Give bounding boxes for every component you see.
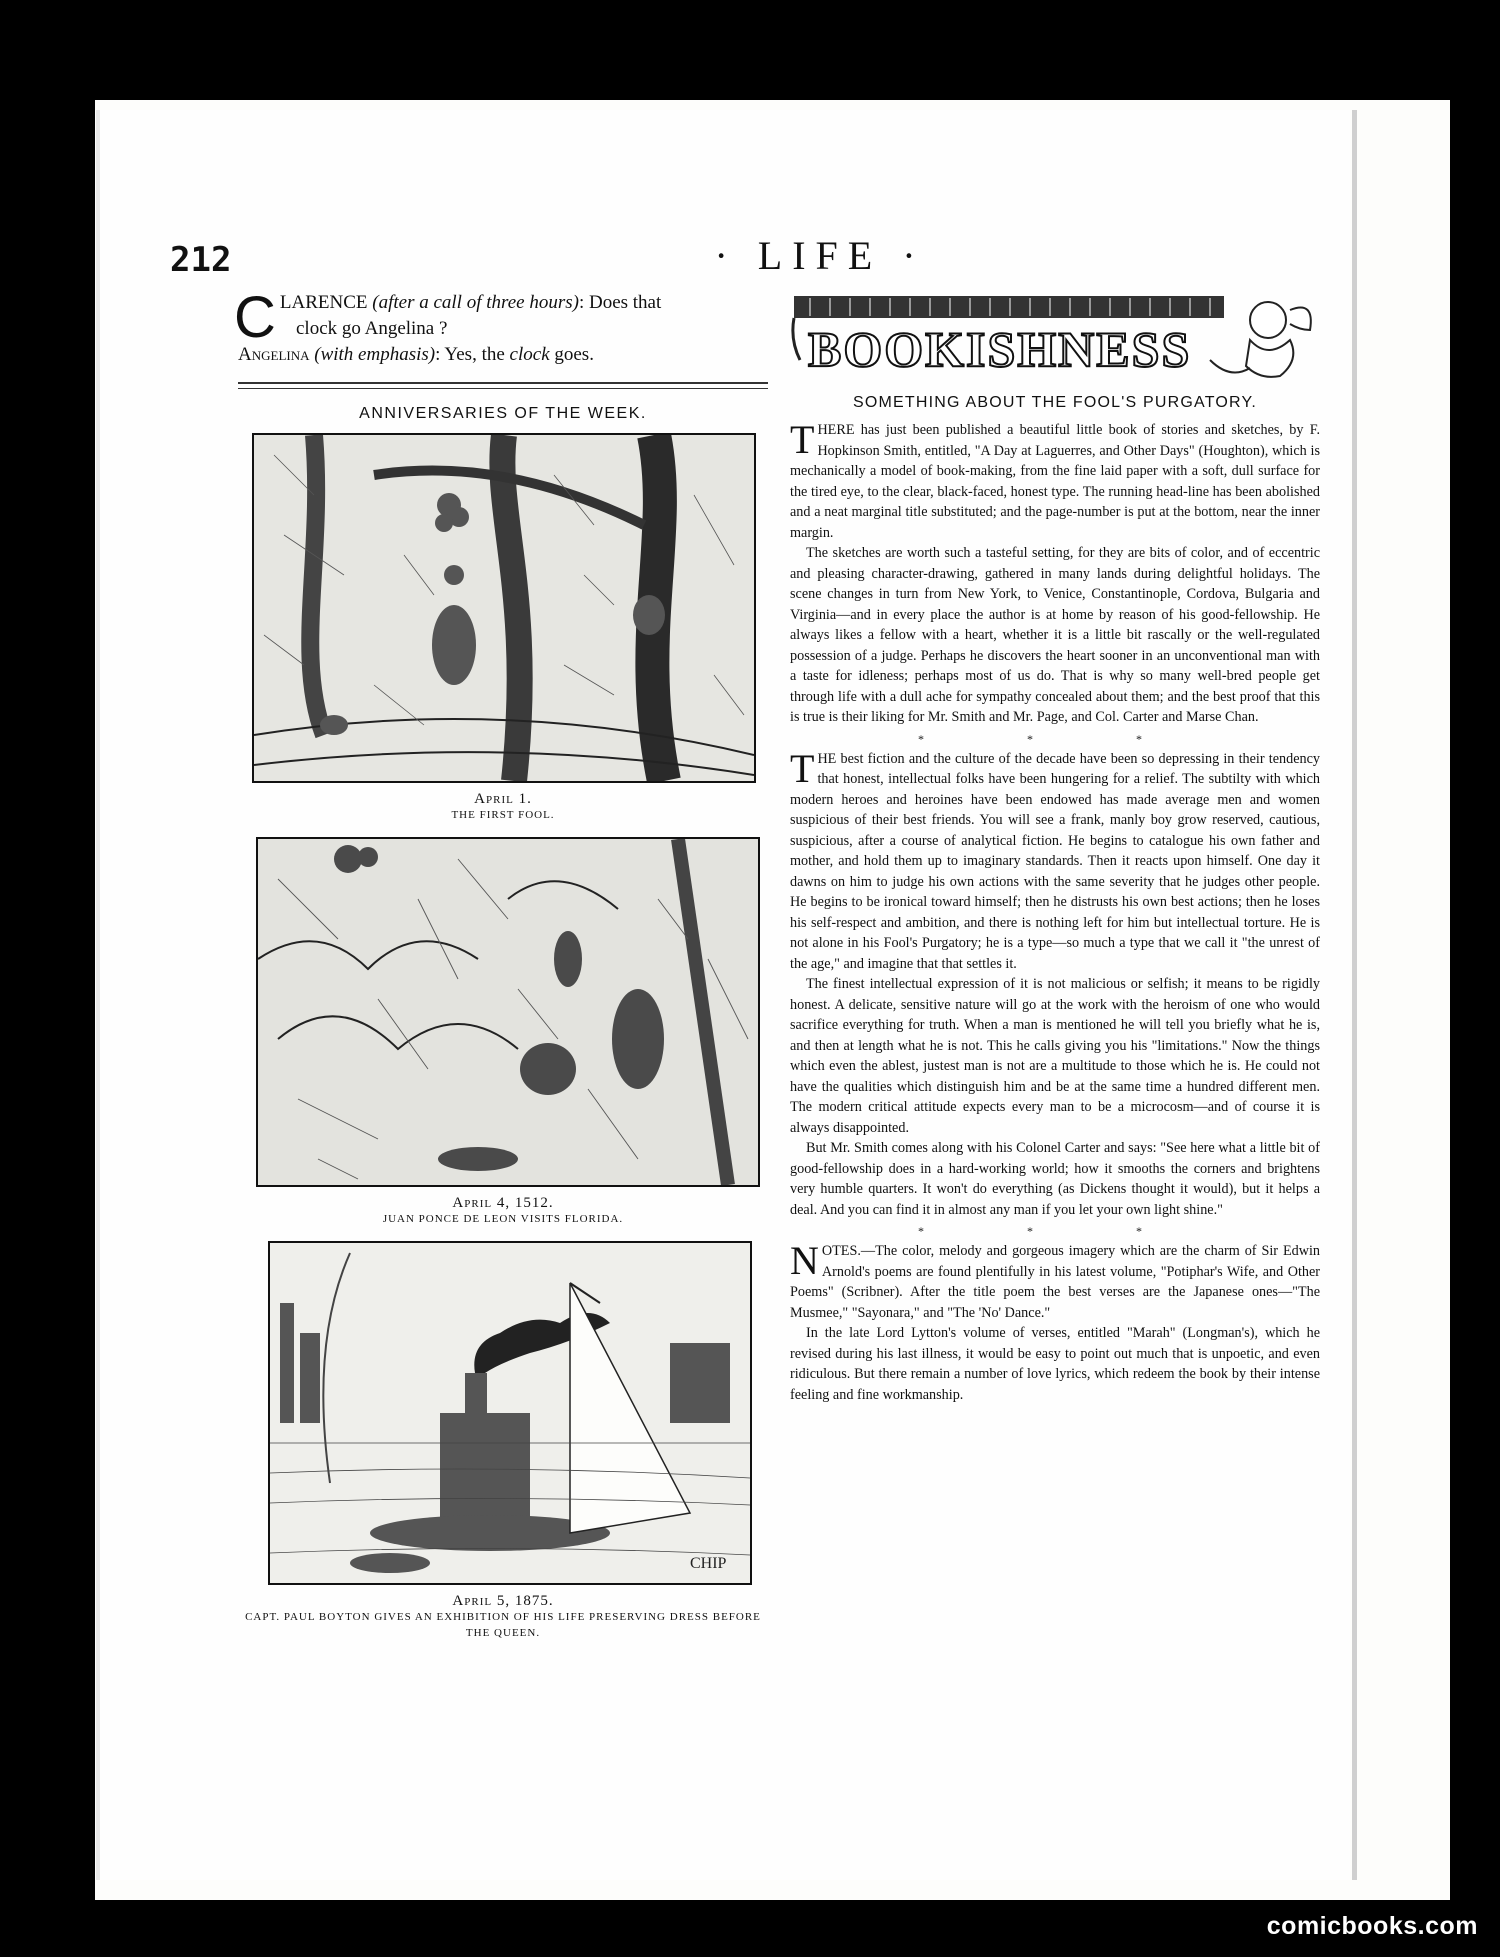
caption-title-3: CAPT. PAUL BOYTON GIVES AN EXHIBITION OF HIS LIFE PRESERVING DRESS BEFORE THE QUEEN.: [245, 1611, 761, 1639]
paragraph-7: In the late Lord Lytton's volume of verses, entitled "Marah" (Longman's), which he revised during his last illness, it would be easy to point out much that is unpoetic, and even ridiculous. But there remain a number of love lyrics, which redeem the book by their intense feeling and fine workmanship.: [790, 1325, 1320, 1403]
caption-paul-boyton: [238, 1593, 768, 1641]
left-column: [234, 285, 768, 1655]
dropcap-1: T: [790, 417, 815, 462]
dialogue-speech-2a: : Yes, the: [435, 344, 505, 365]
paragraph-5: But Mr. Smith comes along with his Colonel Carter and says: "See here what a little bit of good-fellowship does in a hard-working world; how it smooths the corners and brightens very humble quarters. It won't do everything (as Dickens thought it would), but it helps a deal. And you can find it in almost any man if you let your own light shine.": [790, 1140, 1320, 1218]
section-stars-2: * * *: [918, 1224, 1192, 1238]
double-rule-divider: [238, 382, 768, 389]
cherub-icon: [1210, 302, 1311, 377]
harbour-engraving: [270, 1243, 750, 1583]
caption-date-3: April 5, 1875.: [452, 1593, 554, 1609]
dialogue-stage-direction-1: (after a call of three hours): [372, 292, 579, 313]
paragraph-6-text: OTES.—The color, melody and gorgeous imagery which are the charm of Sir Edwin Arnold's poems are found plentifully in his latest volume, "Potiphar's Wife, and Other Poems" (Scribner). After the title poem the best verses are the Japanese ones—"The Musmee," "Sayonara," and "The 'No' Dance.": [790, 1243, 1320, 1321]
dialogue-stage-direction-2: (with emphasis): [314, 344, 436, 365]
masthead-title: · LIFE ·: [714, 233, 926, 278]
paragraph-2: The sketches are worth such a tasteful setting, for they are bits of color, and of eccentric and pleasing character-drawing, gathered in many lands during delightful holidays. The scene changes in turn from New York, to Venice, Constantinople, Cordova, Bulgaria and Virginia—and in every place the author is at home by reason of his good-fellowship. He always likes a fellow with a heart, whether it is a little bit rascally or the well-regulated possession of a judge. Perhaps he discovers the heart sooner in an unconventional man with a taste for idleness; perhaps most of us do. That is why so many well-bred people get through life with a dull ache for sympathy concealed about them; and the best proof that this is true is their liking for Mr. Smith and Mr. Page, and Col. Carter and Marse Chan.: [790, 545, 1320, 725]
dialogue-speech-1: : Does that: [578, 292, 662, 313]
caption-date-2: April 4, 1512.: [452, 1195, 554, 1211]
paragraph-3: [790, 745, 1320, 975]
caption-title-1: THE FIRST FOOL.: [451, 809, 555, 821]
dialogue-speaker-clarence: LARENCE: [279, 292, 368, 313]
site-watermark: comicbooks.com: [1266, 1912, 1478, 1940]
forest-engraving: [254, 435, 754, 781]
dialogue-speech-2b: goes.: [554, 344, 594, 365]
paragraph-3-text: HE best fiction and the culture of the decade have been so depressing in their tendency that honest, intellectual folks have been hungering for a relief. The subtilty with which modern heroes and heroines have been endowed has made average men and women suspicious of their best friends. You will see a frank, manly boy grow reserved, cautious, suspicious, after a course of analytical fiction. He begins to catalogue his own father and mother, and hold them up to imaginary standards. Then it reacts upon himself. One day it dawns on him to judge his own actions with the same severity that he judges other people. He begins to be ironical toward himself; then he distrusts his own best actions; then he loses his self-respect and ambition, and there is nothing left for him but intellectual torture. He is not alone in his Fool's Purgatory; he is a type—so much a type that we call it "the unrest of the age," and imagine that that settles it.: [790, 750, 1320, 972]
section-stars-1: * * *: [918, 731, 1192, 746]
page-edge: [1352, 110, 1357, 1880]
caption-date-1: April 1.: [474, 791, 532, 807]
bookishness-banner: [790, 290, 1320, 386]
dialogue-line-2: clock go Angelina ?: [296, 318, 448, 339]
illustration-paul-boyton: [268, 1241, 752, 1585]
anniversaries-heading: ANNIVERSARIES OF THE WEEK.: [359, 405, 647, 422]
article-title: SOMETHING ABOUT THE FOOL'S PURGATORY.: [853, 394, 1257, 411]
paragraph-1: [790, 417, 1320, 543]
paragraph-4: The finest intellectual expression of it is not malicious or selfish; it means to be rigidly honest. A delicate, sensitive nature will go at the work with the heroism of one who would sacrifice everything for truth. When a man is mentioned he will tell you briefly what he is, and then at length what he is not. This he calls giving you his "limitations." Now the things which even the ablest, justest man is not are a multitude to those which he is. He could not have the qualities which distinguish him and be at the same time a hundred different men. The modern critical attitude expects every man to be a microcosm—and of course it is always disappointed.: [790, 976, 1320, 1136]
jungle-engraving: [258, 839, 758, 1185]
caption-title-2: JUAN PONCE DE LEON VISITS FLORIDA.: [382, 1213, 624, 1225]
caption-ponce-de-leon: [238, 1195, 768, 1227]
page-number: 212: [170, 240, 232, 280]
dropcap-3: N: [790, 1238, 819, 1283]
dialogue-speaker-angelina: Angelina: [238, 344, 310, 365]
illustration-ponce-de-leon: [256, 837, 760, 1187]
paragraph-1-text: HERE has just been published a beautiful little book of stories and sketches, by F. Hopkinson Smith, entitled, "A Day at Laguerres, and Other Days" (Houghton), which is mechanically a model of book-making, from the fine laid paper with a soft, dull surface for the tired eye, to the clear, black-faced, honest type. The running head-line has been abolished and a neat marginal title substituted; and the page-number is put at the bottom, near the inner margin.: [790, 422, 1320, 541]
paragraph-6: [790, 1238, 1320, 1323]
dialogue-clock-word: clock: [509, 344, 550, 365]
dialogue-joke: [234, 285, 768, 368]
banner-title: BOOKISHNESS: [808, 321, 1192, 377]
dropcap-2: T: [790, 745, 815, 791]
artist-signature: CHIP: [690, 1555, 727, 1572]
page-header: [170, 232, 1280, 292]
dialogue-dropcap: C: [234, 285, 276, 350]
illustration-first-fool: [252, 433, 756, 783]
caption-first-fool: [238, 791, 768, 823]
right-column: [790, 290, 1320, 1405]
